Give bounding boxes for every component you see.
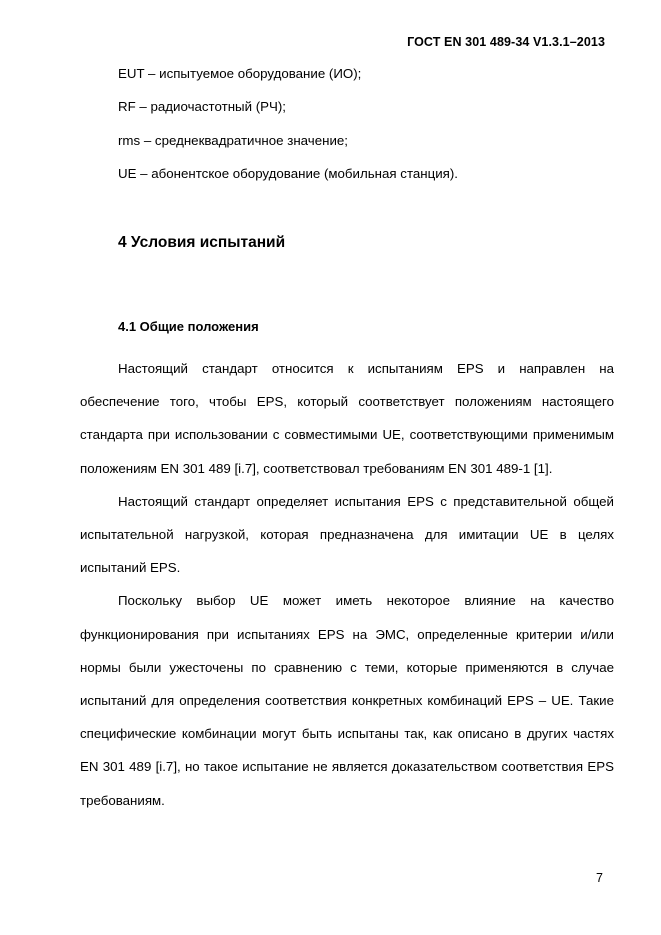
abbreviation-rf: RF – радиочастотный (РЧ); bbox=[118, 99, 286, 114]
abbreviation-rms: rms – среднеквадратичное значение; bbox=[118, 133, 348, 148]
paragraph: Настоящий стандарт относится к испытаниям EPS и направлен на обеспечение того, чтобы EPS, который соответствует положениям настоящего стандарта при использовании с совместимыми UE, соответствующими применимым положениям EN 301 489 [i.7], соответствовал требованиям EN 301 489-1 [1]. bbox=[80, 361, 614, 476]
paragraph: Поскольку выбор UE может иметь некоторое влияние на качество функционирования при испытаниях EPS на ЭМС, определенные критерии и/или нормы были ужесточены по сравнению с теми, которые применяются в случае испытаний для определения соответствия конкретных комбинаций EPS – UE. Такие специфические комбинации могут быть испытаны так, как описано в других частях EN 301 489 [i.7], но такое испытание не является доказательством соответствия EPS требованиям. bbox=[80, 593, 614, 808]
section-title: 4 Условия испытаний bbox=[118, 234, 286, 251]
subsection-title: 4.1 Общие положения bbox=[118, 319, 259, 334]
abbreviation-ue: UE – абонентское оборудование (мобильная станция). bbox=[118, 166, 458, 181]
paragraph: Настоящий стандарт определяет испытания EPS с представительной общей испытательной нагрузкой, которая предназначена для имитации UE в целях испытаний EPS. bbox=[80, 493, 614, 576]
abbreviation-eut: EUT – испытуемое оборудование (ИО); bbox=[118, 66, 362, 81]
page-number: 7 bbox=[596, 871, 603, 885]
document-header: ГОСТ EN 301 489-34 V1.3.1–2013 bbox=[407, 35, 605, 49]
body-text bbox=[80, 352, 614, 817]
